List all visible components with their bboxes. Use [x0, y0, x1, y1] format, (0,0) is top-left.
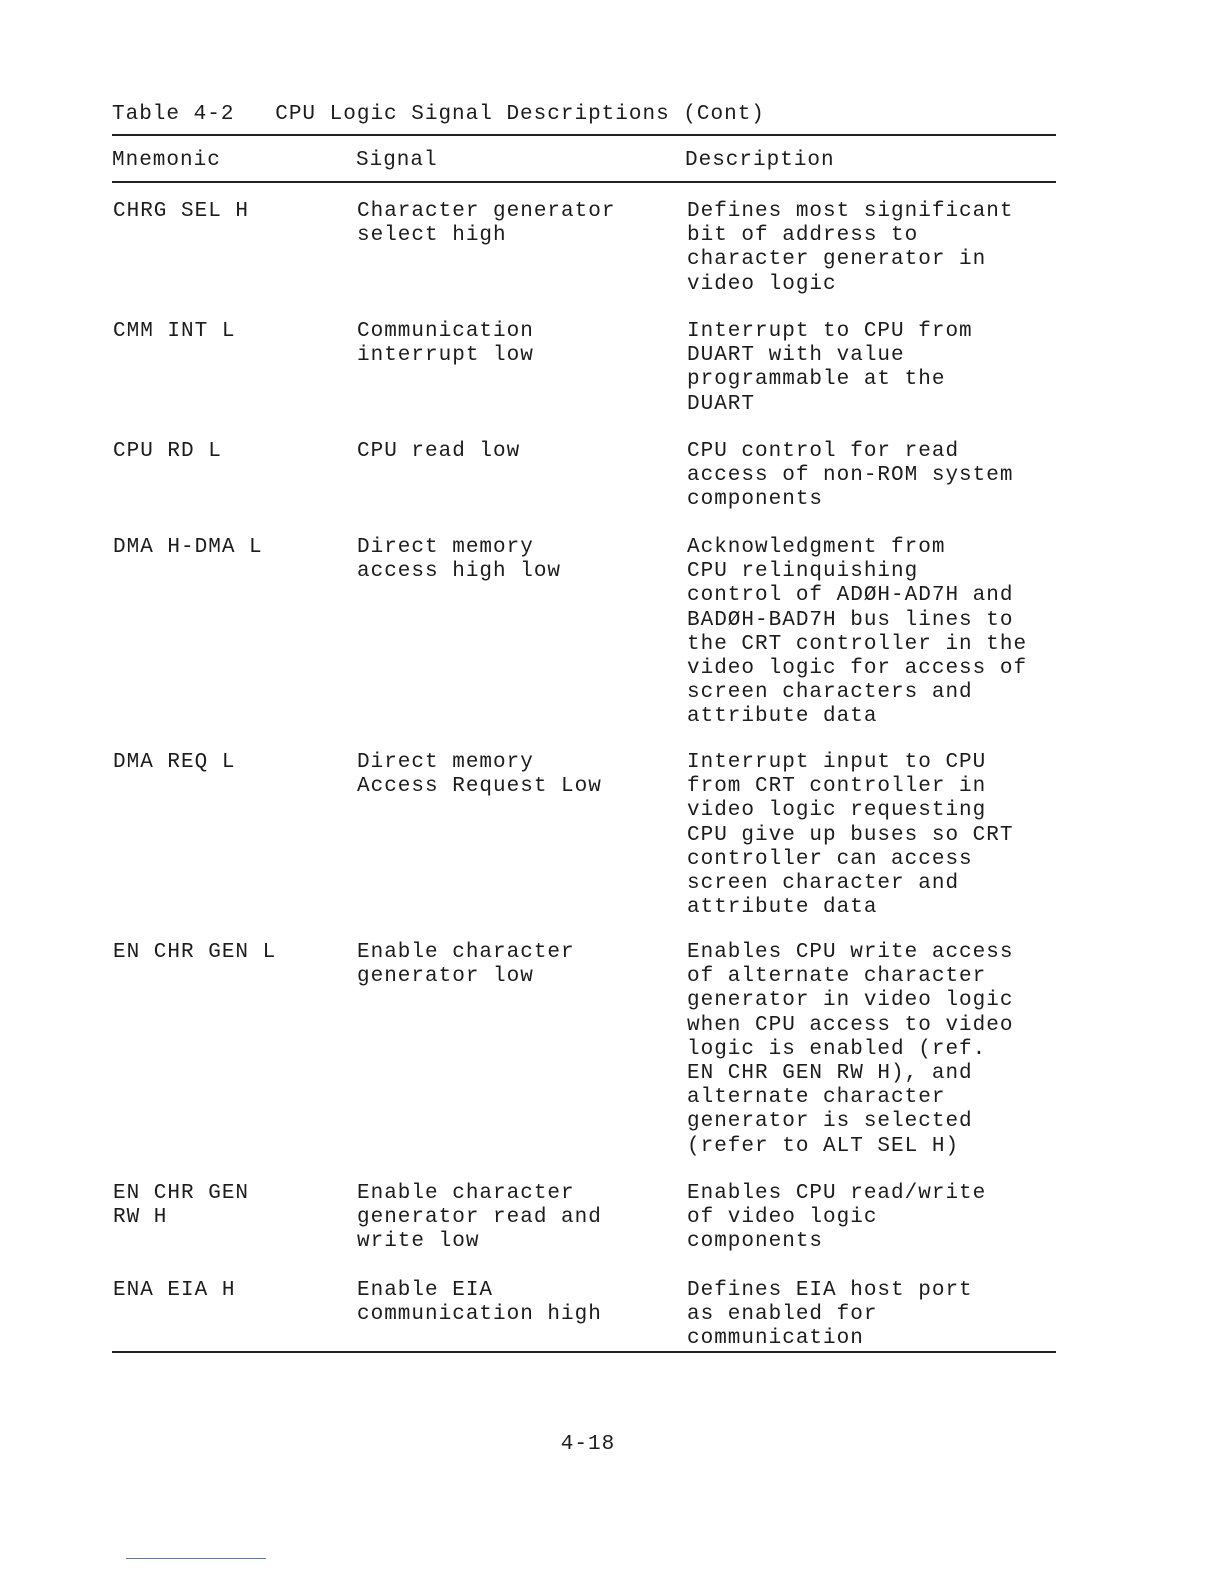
scan-artifact-line [126, 1558, 266, 1559]
description-cell: Interrupt input to CPU from CRT controller in video logic requesting CPU give up buses so CRT controller can access screen character and attribute data [687, 751, 1014, 920]
mnemonic-cell: DMA H-DMA L [113, 536, 263, 559]
description-cell: Defines most significant bit of address to character generator in video logic [687, 200, 1014, 296]
mnemonic-cell: DMA REQ L [113, 751, 236, 774]
signal-cell: Enable character generator read and write low [357, 1182, 602, 1254]
signal-cell: Communication interrupt low [357, 320, 534, 368]
description-cell: Acknowledgment from CPU relinquishing control of ADØH-AD7H and BADØH-BAD7H bus lines to the CRT controller in the video logic for access of screen characters and attribute data [687, 536, 1028, 729]
signal-cell: CPU read low [357, 440, 521, 463]
description-cell: CPU control for read access of non-ROM system components [687, 440, 1014, 512]
signal-cell: Direct memory access high low [357, 536, 562, 584]
signal-cell: Direct memory Access Request Low [357, 751, 602, 799]
description-cell: Enables CPU read/write of video logic components [687, 1182, 987, 1254]
header-signal: Signal [356, 149, 438, 172]
table-title: Table 4-2 CPU Logic Signal Descriptions (Cont) [112, 103, 765, 126]
signal-cell: Enable EIA communication high [357, 1279, 602, 1327]
table-bottom-rule [112, 1351, 1056, 1353]
mnemonic-cell: EN CHR GEN RW H [113, 1182, 250, 1230]
signal-cell: Enable character generator low [357, 941, 575, 989]
mnemonic-cell: ENA EIA H [113, 1279, 236, 1302]
mnemonic-cell: EN CHR GEN L [113, 941, 277, 964]
page-number: 4-18 [560, 1433, 616, 1456]
mnemonic-cell: CPU RD L [113, 440, 222, 463]
signal-cell: Character generator select high [357, 200, 616, 248]
description-cell: Interrupt to CPU from DUART with value programmable at the DUART [687, 320, 973, 416]
header-description: Description [685, 149, 835, 172]
description-cell: Enables CPU write access of alternate character generator in video logic when CPU access to video logic is enabled (ref. EN CHR GEN RW H), and alternate character generator is selected (refer to ALT SEL H) [687, 941, 1014, 1158]
mnemonic-cell: CMM INT L [113, 320, 236, 343]
table-top-rule [112, 134, 1056, 136]
description-cell: Defines EIA host port as enabled for communication [687, 1279, 973, 1351]
mnemonic-cell: CHRG SEL H [113, 200, 250, 223]
table-header-rule [112, 181, 1056, 183]
header-mnemonic: Mnemonic [112, 149, 221, 172]
